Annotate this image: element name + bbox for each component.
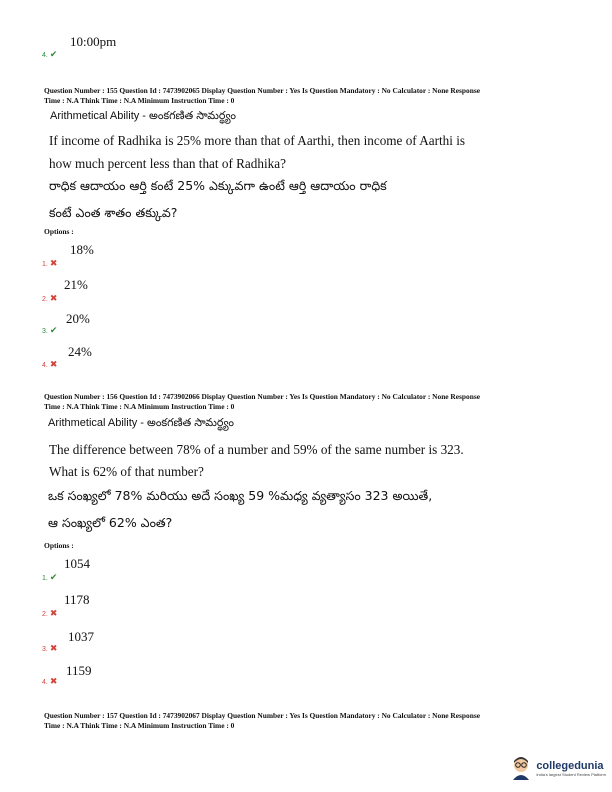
question-156-telugu-2: ఆ సంఖ్యలో 62% ఎంత? [48, 515, 173, 530]
option-4-value: 1159 [66, 663, 92, 678]
question-157-meta [44, 711, 589, 730]
option-4 [42, 671, 57, 689]
option-1-value: 18% [70, 242, 94, 257]
meta-line-1: Question Number : 156 Question Id : 7473902066 Display Question Number : Yes Is Question Mandatory : No Calculator : None Response [44, 392, 480, 401]
option-1 [42, 253, 57, 271]
correct-check-icon: ✔ [49, 325, 58, 335]
correct-check-icon: ✔ [49, 49, 58, 59]
meta-line-2: Time : N.A Think Time : N.A Minimum Instruction Time : 0 [44, 720, 235, 730]
option-3-value: 20% [66, 311, 90, 326]
logo-text: collegedunia [536, 759, 604, 772]
wrong-cross-icon: ✖ [49, 293, 58, 303]
option-1 [42, 567, 57, 585]
option-3-value: 1037 [68, 629, 94, 644]
option-2 [42, 288, 57, 306]
option-2-value: 21% [64, 277, 88, 292]
correct-check-icon: ✔ [49, 572, 58, 582]
prev-option-4 [42, 44, 57, 62]
option-number: 4. [42, 362, 48, 369]
meta-line-2: Time : N.A Think Time : N.A Minimum Instruction Time : 0 [44, 95, 235, 105]
option-number: 3. [42, 646, 48, 653]
question-156-line-1: The difference between 78% of a number and 59% of the same number is 323. [49, 442, 464, 457]
option-1-value: 1054 [64, 556, 90, 571]
option-number: 3. [42, 328, 48, 335]
option-3 [42, 320, 57, 338]
option-4-value: 24% [68, 344, 92, 359]
wrong-cross-icon: ✖ [49, 676, 58, 686]
question-156-telugu-1: ఒక సంఖ్యలో 78% మరియు అదే సంఖ్య 59 %మధ్య వ్యత్యాసం 323 అయితే, [48, 488, 433, 503]
meta-line-1: Question Number : 157 Question Id : 7473902067 Display Question Number : Yes Is Question Mandatory : No Calculator : None Response [44, 711, 480, 720]
option-2-value: 1178 [64, 592, 90, 607]
question-155-line-2: how much percent less than that of Radhika? [49, 156, 286, 171]
question-155-subject: Arithmetical Ability - అంకగణిత సామర్థ్యం [50, 110, 237, 122]
option-2 [42, 603, 57, 621]
wrong-cross-icon: ✖ [49, 608, 58, 618]
question-155-telugu-1: రాధిక ఆదాయం ఆర్తి కంటే 25% ఎక్కువగా ఉంటే ఆర్తి ఆదాయం రాధిక [49, 178, 387, 193]
meta-line-1: Question Number : 155 Question Id : 7473902065 Display Question Number : Yes Is Question Mandatory : No Calculator : None Response [44, 86, 480, 95]
wrong-cross-icon: ✖ [49, 643, 58, 653]
question-155-meta [44, 86, 589, 105]
option-number: 2. [42, 611, 48, 618]
option-3 [42, 638, 57, 656]
option-number: 2. [42, 296, 48, 303]
meta-line-2: Time : N.A Think Time : N.A Minimum Instruction Time : 0 [44, 401, 235, 411]
question-155-line-1: If income of Radhika is 25% more than that of Aarthi, then income of Aarthi is [49, 133, 466, 148]
option-number: 1. [42, 261, 48, 268]
options-label: Options : [44, 541, 74, 550]
option-number: 4. [42, 52, 48, 59]
wrong-cross-icon: ✖ [49, 359, 58, 369]
question-156-meta [44, 392, 589, 411]
wrong-cross-icon: ✖ [49, 258, 58, 268]
option-number: 4. [42, 679, 48, 686]
question-156-line-2: What is 62% of that number? [49, 464, 204, 479]
logo-tagline: India's largest Student Review Platform [536, 771, 606, 777]
collegedunia-logo [510, 756, 606, 780]
mascot-icon [510, 756, 532, 780]
option-4 [42, 354, 57, 372]
options-label: Options : [44, 227, 74, 236]
option-number: 1. [42, 575, 48, 582]
question-156-subject: Arithmetical Ability - అంకగణిత సామర్థ్యం [48, 417, 235, 429]
prev-option-value: 10:00pm [70, 34, 117, 49]
question-155-telugu-2: కంటే ఎంత శాతం తక్కువ? [49, 205, 178, 220]
